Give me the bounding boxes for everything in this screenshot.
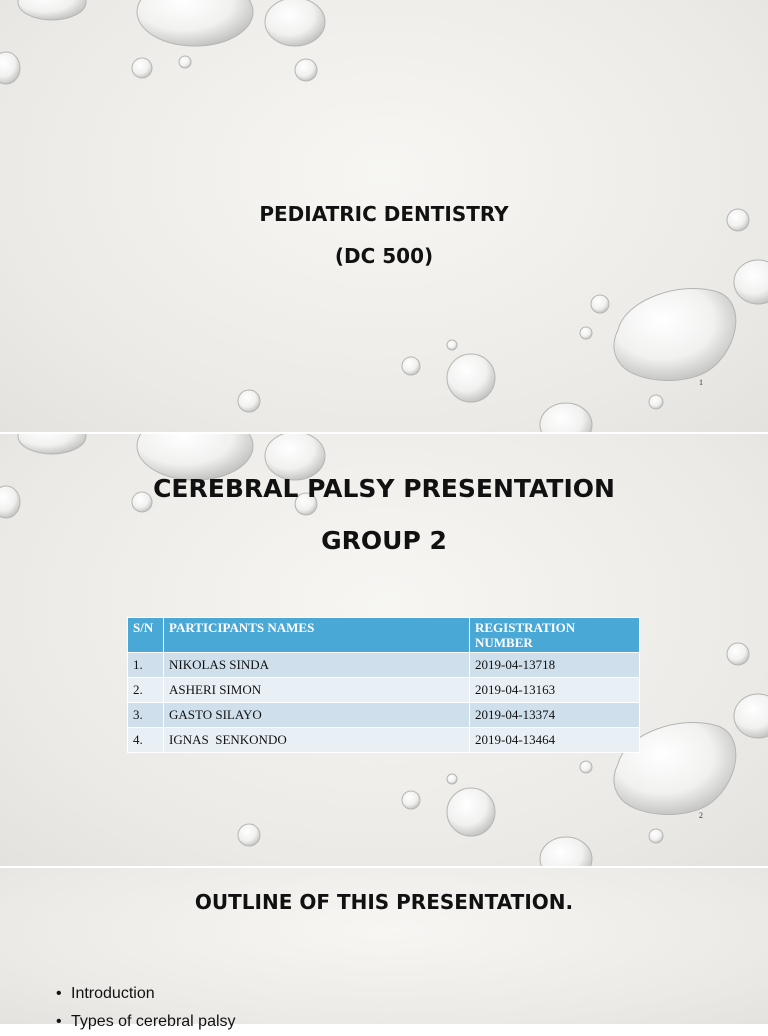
list-item: [56, 980, 236, 1008]
list-item: [56, 1008, 236, 1036]
column-header-participants-names: PARTICIPANTS NAMES: [164, 618, 470, 653]
bullet-icon: •: [56, 985, 62, 1002]
cell-registration: 2019-04-13464: [470, 728, 640, 753]
slide-1-title-line-1: PEDIATRIC DENTISTRY: [259, 202, 509, 226]
slide-2-title-line-1: CEREBRAL PALSY PRESENTATION: [153, 474, 615, 503]
outline-list: [56, 980, 236, 1036]
cell-sn: 2.: [128, 678, 164, 703]
slide-1-title-line-2: (DC 500): [334, 244, 434, 268]
table-row: [128, 678, 640, 703]
cell-name: IGNAS SENKONDO: [164, 728, 470, 753]
slide-1-number: 1: [699, 378, 703, 387]
cell-name: GASTO SILAYO: [164, 703, 470, 728]
column-header-registration-number: REGISTRATION NUMBER: [470, 618, 640, 653]
cell-registration: 2019-04-13163: [470, 678, 640, 703]
table-header-row: [128, 618, 640, 653]
list-item-text: Introduction: [71, 985, 155, 1002]
cell-registration: 2019-04-13374: [470, 703, 640, 728]
table-row: [128, 728, 640, 753]
cell-sn: 1.: [128, 653, 164, 678]
cell-name: NIKOLAS SINDA: [164, 653, 470, 678]
cell-registration: 2019-04-13718: [470, 653, 640, 678]
list-item-text: Types of cerebral palsy: [71, 1013, 236, 1030]
cell-name: ASHERI SIMON: [164, 678, 470, 703]
slide-3-title: OUTLINE OF THIS PRESENTATION.: [194, 890, 574, 914]
bullet-icon: •: [56, 1013, 62, 1030]
cell-sn: 4.: [128, 728, 164, 753]
slide-2-number: 2: [699, 811, 703, 820]
column-header-sn: S/N: [128, 618, 164, 653]
slide-2-title-line-2: GROUP 2: [321, 526, 447, 555]
table-row: [128, 703, 640, 728]
participants-table: [127, 617, 640, 753]
table-row: [128, 653, 640, 678]
cell-sn: 3.: [128, 703, 164, 728]
